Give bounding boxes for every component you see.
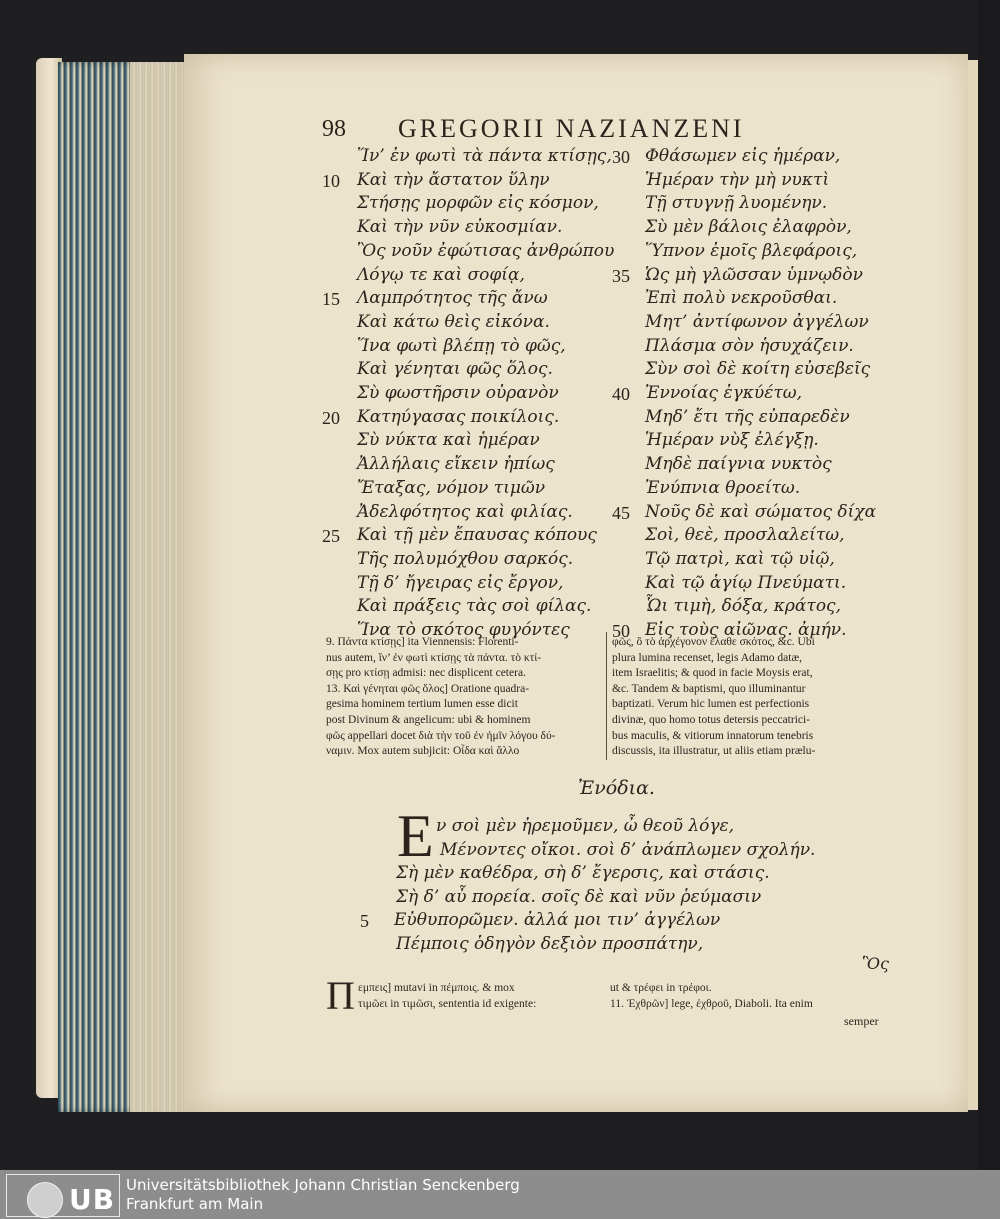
section-poem-line: Πέμποις ὁδηγὸν δεξιὸν προσπάτην, bbox=[396, 933, 704, 954]
footnote-line: plura lumina recenset, legis Adamo datæ, bbox=[612, 651, 803, 664]
poem-line: Εἰς τοὺς αἰῶνας. ἀμήν. bbox=[645, 620, 847, 640]
bottom-note-line: ut & τρέφει in τρέφοι. bbox=[610, 982, 712, 994]
poem-line: Σὺ νύκτα καὶ ἡμέραν bbox=[357, 430, 540, 451]
poem-line: Ὃς νοῦν ἐφώτισας ἀνθρώπου bbox=[357, 240, 615, 261]
poem-line: Μηδὲ παίγνια νυκτὸς bbox=[645, 454, 832, 475]
notes-drop-cap: Π bbox=[326, 973, 355, 1018]
library-footer-bar bbox=[0, 1170, 1000, 1219]
page-number: 98 bbox=[322, 116, 346, 142]
poem-line: Καὶ τῷ ἁγίῳ Πνεύματι. bbox=[645, 572, 847, 593]
poem-line: Κατηύγασας ποικίλοις. bbox=[357, 406, 560, 427]
poem-line: Ἵνα φωτὶ βλέπῃ τὸ φῶς, bbox=[357, 335, 566, 356]
library-name: Universitätsbibliothek Johann Christian Senckenberg bbox=[126, 1176, 520, 1194]
poem-line: Ἐννοίας ἐγκύέτω, bbox=[645, 383, 803, 403]
section-drop-cap: Ε bbox=[397, 803, 434, 869]
poem-line: Φθάσωμεν εἰς ἡμέραν, bbox=[645, 146, 841, 166]
poem-line: Ἡμέραν νὺξ ἐλέγξῃ. bbox=[645, 430, 819, 451]
poem-line: Ὧι τιμὴ, δόξα, κράτος, bbox=[645, 596, 841, 617]
poem-line: Λόγῳ τε καὶ σοφίᾳ, bbox=[357, 264, 525, 285]
running-head-title: GREGORII NAZIANZENI bbox=[398, 114, 745, 143]
poem-line: Ἐπὶ πολὺ νεκροῦσθαι. bbox=[645, 288, 838, 309]
library-logo[interactable] bbox=[6, 1174, 120, 1217]
footnote-line: 9. Πάντα κτίσῃς] ita Viennensis: Florenti- bbox=[326, 636, 519, 648]
poem-line: Ἵνα τὸ σκότος φυγόντες bbox=[357, 620, 570, 640]
poem-line: Ἔταξας, νόμον τιμῶν bbox=[357, 477, 546, 498]
footnote-line: post Divinum & angelicum: ubi & hominem bbox=[326, 714, 531, 726]
footnote-line: σῃς pro κτίσῃ admisi: nec displicent cetera. bbox=[326, 667, 526, 680]
section-poem-line: ν σοὶ μὲν ἠρεμοῦμεν, ὦ θεοῦ λόγε, bbox=[436, 816, 735, 836]
section-poem-line: Σὴ μὲν καθέδρα, σὴ δ’ ἔγερσις, καὶ στάσις. bbox=[396, 863, 770, 883]
footnote-line: nus autem, ἵν’ ἐν φωτὶ κτίσῃς τὰ πάντα. τὸ κτί- bbox=[326, 651, 542, 664]
footnote-line: φῶς appellari docet διὰ τὴν τοῦ ἐν ἡμῖν λόγου δύ- bbox=[326, 729, 556, 742]
poem-line: Πλάσμα σὸν ἡσυχάζειν. bbox=[645, 335, 854, 356]
seal-icon bbox=[27, 1182, 63, 1218]
poem-line: Σὺν σοὶ δὲ κοίτη εὐσεβεῖς bbox=[645, 359, 871, 380]
poem-line: Τῇ δ’ ἤγειρας εἰς ἔργον, bbox=[357, 572, 564, 593]
footnote-line: item Israelitis; & quod in facie Moysis erat, bbox=[612, 667, 813, 680]
line-number: 45 bbox=[612, 502, 630, 523]
section-poem-line: Μένοντες οἴκοι. σοὶ δ’ ἀνάπλωμεν σχολήν. bbox=[440, 839, 816, 860]
poem-line: Καὶ τὴν ἄστατον ὕλην bbox=[357, 169, 550, 190]
section-poem-line: Σὴ δ’ αὖ πορεία. σοῖς δὲ καὶ νῦν ῥεύμασιν bbox=[396, 886, 762, 907]
poem-line: Μητ’ ἀντίφωνον ἀγγέλων bbox=[645, 311, 869, 332]
scan-background-edge bbox=[978, 0, 1000, 1170]
footnote-line: &c. Tandem & baptismi, quo illuminantur bbox=[612, 682, 806, 695]
poem-line: Ὕπνον ἐμοῖς βλεφάροις, bbox=[645, 240, 858, 261]
footnote-line: discussis, ita illustratur, ut aliis etiam prælu- bbox=[612, 745, 816, 758]
poem-line: Καὶ γένηται φῶς ὅλος. bbox=[357, 359, 553, 380]
poem-line: Μηδ’ ἔτι τῆς εὐπαρεδὲν bbox=[645, 406, 850, 427]
footnote-line: gesima hominem tertium lumen esse dicit bbox=[326, 698, 518, 711]
line-number: 5 bbox=[360, 911, 369, 931]
footnote-column-divider bbox=[606, 632, 607, 760]
poem-line: Ἀδελφότητος καὶ φιλίας. bbox=[357, 501, 573, 522]
poem-line: Νοῦς δὲ καὶ σώματος δίχα bbox=[645, 501, 877, 522]
poem-line: Καὶ πράξεις τὰς σοὶ φίλας. bbox=[357, 596, 592, 617]
poem-line: Στήσῃς μορφῶν εἰς κόσμον, bbox=[357, 193, 599, 214]
book-page-stack bbox=[130, 62, 186, 1112]
footnote-line: 13. Καὶ γένηται φῶς ὅλος] Oratione quadra- bbox=[326, 682, 530, 695]
poem-line: Ἡμέραν τὴν μὴ νυκτὶ bbox=[645, 169, 830, 190]
poem-line: Ἵν’ ἐν φωτὶ τὰ πάντα κτίσῃς, bbox=[357, 146, 612, 166]
footnote-line: φῶς, ὃ τὸ ἀρχέγονον ἔλαθε σκότος, &c. Ubi bbox=[612, 636, 815, 648]
poem-line: Σὺ φωστῆρσιν οὐρανὸν bbox=[357, 383, 559, 403]
line-number: 30 bbox=[612, 147, 630, 167]
continuation-word: semper bbox=[844, 1014, 879, 1028]
footnote-line: baptizati. Verum hic lumen est perfectionis bbox=[612, 698, 810, 711]
line-number: 20 bbox=[322, 407, 340, 428]
poem-line: Τῇ στυγνῇ λυομένην. bbox=[645, 193, 828, 214]
poem-line: Ἐνύπνια θροείτω. bbox=[645, 477, 801, 498]
line-number: 15 bbox=[322, 289, 340, 310]
logo-text: UB bbox=[69, 1183, 116, 1216]
footnote-line: bus maculis, & vitiorum innatorum tenebris bbox=[612, 729, 814, 742]
line-number: 40 bbox=[612, 384, 630, 404]
poem-line: Σὺ μὲν βάλοις ἐλαφρὸν, bbox=[645, 217, 852, 238]
footnote-line: divinæ, quo homo totus detersis peccatrici- bbox=[612, 714, 811, 726]
poem-line: Καὶ τὴν νῦν εὐκοσμίαν. bbox=[357, 217, 563, 238]
poem-line: Καὶ τῇ μὲν ἔπαυσας κόπους bbox=[357, 525, 597, 546]
poem-line: Καὶ κάτω θεὶς εἰκόνα. bbox=[357, 311, 550, 332]
poem-line: Ἀλλήλαις εἴκειν ἠπίως bbox=[357, 454, 555, 475]
poem-line: Ὡς μὴ γλῶσσαν ὑμνῳδὸν bbox=[645, 264, 863, 285]
line-number: 50 bbox=[612, 621, 630, 641]
bottom-note-line: εμπεις] mutavi in πέμποις. & mox bbox=[358, 982, 515, 994]
line-number: 25 bbox=[322, 526, 340, 547]
poem-line: Τῷ πατρὶ, καὶ τῷ υἱῷ, bbox=[645, 548, 835, 569]
poem-line: Λαμπρότητος τῆς ἄνω bbox=[357, 288, 548, 309]
section-poem-line: Εὐθυπορῶμεν. ἀλλά μοι τιν’ ἀγγέλων bbox=[394, 910, 721, 930]
line-number: 10 bbox=[322, 170, 340, 191]
poem-line: Σοὶ, θεὲ, προσλαλείτω, bbox=[645, 525, 845, 546]
poem-line: Τῆς πολυμόχθου σαρκός. bbox=[357, 548, 574, 569]
line-number: 35 bbox=[612, 265, 630, 286]
section-title: Ἐνόδια. bbox=[578, 777, 655, 799]
footnote-line: ναμιν. Mox autem subjicit: Οἶδα καὶ ἄλλο bbox=[326, 745, 520, 758]
bottom-note-line: τιμῶει in τιμῶσι, sententia id exigente: bbox=[358, 998, 537, 1010]
library-city: Frankfurt am Main bbox=[126, 1195, 264, 1213]
bottom-note-line: 11. Ἐχθρῶν] lege, ἐχθροῦ, Diaboli. Ita enim bbox=[610, 998, 813, 1010]
catchword: Ὃς bbox=[862, 954, 889, 973]
